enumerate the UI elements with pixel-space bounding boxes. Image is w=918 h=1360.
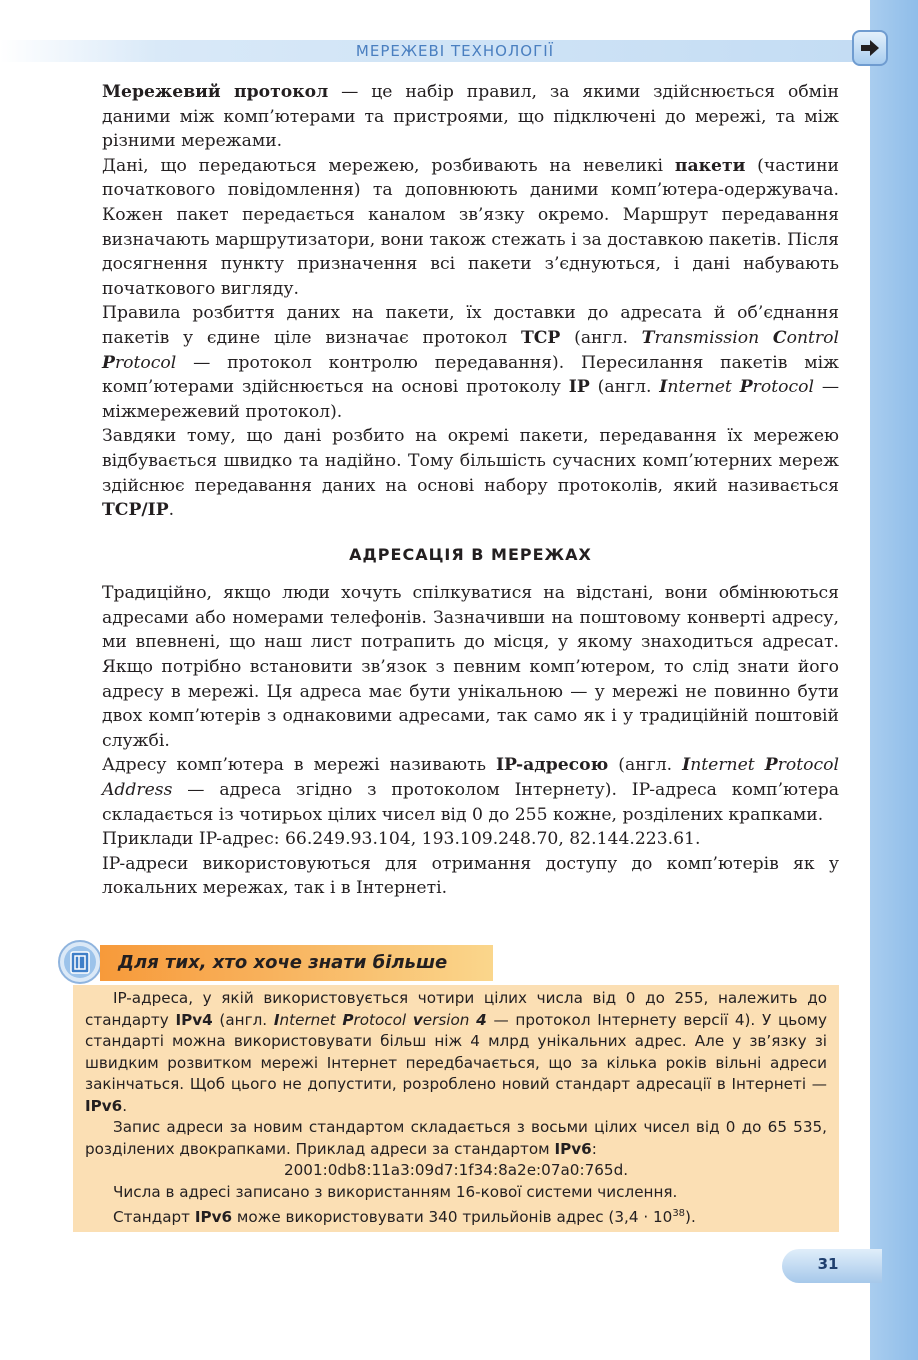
letter: P [739, 377, 753, 398]
letter: I [273, 1010, 280, 1029]
info-title: Для тих, хто хоче знати більше [118, 952, 448, 973]
main-text [102, 80, 839, 901]
running-header: МЕРЕЖЕВІ ТЕХНОЛОГІЇ [355, 42, 555, 60]
info-paragraph: Числа в адресі записано з використанням 16-кової системи числення. [113, 1182, 678, 1201]
paragraph: IP-адреси використовуються для отримання доступу до комп’ютерів як у локальних мережах, так і в Інтернеті. [102, 853, 839, 899]
text: — це набір правил, за якими здійснюється обмін даними між комп’ютерами та пристроями, що підключені до мережі, та між різними мережами. [102, 82, 839, 152]
text: (частини початкового повідомлення) та доповнюють даними комп’ютера-одержувача. Кожен пакет передається каналом зв’язку окремо. Маршрут передавання визначають маршрутизатори, вони також стежать і за доставкою пакетів. Після досягнення пункту призначення всі пакети з’єднуються, і дані набувають початкового вигляду. [102, 155, 839, 299]
text: може використовувати 340 трильйонів адрес (3,4 · 10 [232, 1208, 673, 1227]
text: Дані, що передаються мережею, розбивають на невеликі [102, 155, 675, 176]
text: rotocol [752, 377, 814, 398]
paragraph [102, 424, 839, 522]
text: (англ. [589, 377, 660, 398]
section-heading: АДРЕСАЦІЯ В МЕРЕЖАХ [349, 544, 592, 564]
paragraph: Традиційно, якщо люди хочуть спілкуватися на відстані, вони обмінюються адресами або номерами телефонів. Зазначивши на поштовому конверті адресу, ми впевнені, що наш лист потрапить до місця, у якому знаходиться адресат. Якщо потрібно встановити зв’язок з певним комп’ютером, то слід знати його адресу в мережі. Ця адреса має бути унікальною — у мережі не повинно бути двох комп’ютерів з однаковими адресами, так само як і у традиційній поштовій службі. [102, 583, 839, 751]
text: (англ. [560, 327, 642, 348]
text: Запис адреси за новим стандартом складається з восьми цілих чисел від 0 до 65 535, розділених двокрапками. Приклад адреси за стандартом [85, 1118, 827, 1158]
term: Мережевий протокол [102, 82, 329, 102]
text: ). [685, 1208, 696, 1227]
text: : [591, 1139, 597, 1158]
page-number: 31 [817, 1255, 839, 1273]
text: . [168, 500, 175, 521]
text: — адреса згідно з протоколом Інтернету). IP-адреса комп’ютера складається із чотирьох цілих чисел від 0 до 255 кожне, розділених крапками. [102, 780, 839, 825]
letter: P [102, 352, 115, 373]
paragraph [102, 301, 839, 424]
letter: T [641, 327, 655, 348]
letter: 4 [476, 1010, 487, 1029]
paragraph [102, 753, 839, 827]
info-book-icon [58, 940, 102, 984]
info-box [73, 985, 839, 1232]
letter: I [682, 755, 691, 776]
letter: I [659, 377, 668, 398]
text: rotocol [353, 1010, 413, 1029]
text: IP-адреса, у якій використовується чотири цілих числа від 0 до 255, належить до стандарту [85, 989, 827, 1029]
arrow-right-icon [859, 38, 881, 58]
text: Правила розбиття даних на пакети, їх доставки до адресата й об’єднання пакетів у єдине ціле визначає протокол [102, 303, 839, 348]
next-page-button[interactable] [852, 30, 888, 66]
paragraph [102, 154, 839, 302]
letter: v [412, 1010, 423, 1029]
term: TCP [520, 327, 561, 348]
text: Завдяки тому, що дані розбито на окремі пакети, передавання їх мережею відбувається швидко та надійно. Тому більшість сучасних комп’ютерних мереж здійснює передавання даних на основі набору протоколів, який називається [102, 426, 839, 496]
term: IPv6 [85, 1096, 123, 1115]
paragraph [102, 827, 839, 852]
text: — протокол контролю передавання). Пересилання пакетів між комп’ютерами здійснюється на основі протоколу [102, 352, 839, 398]
text: (англ. [212, 1010, 274, 1029]
text: Адресу комп’ютера в мережі називають [102, 755, 496, 776]
letter: P [764, 755, 778, 776]
term: IP [568, 377, 590, 398]
info-paragraph [85, 1203, 827, 1229]
text: Стандарт [113, 1208, 195, 1227]
text: — міжмережевий протокол). [102, 377, 840, 422]
text: rotocol Address [102, 755, 839, 801]
text: — протокол Інтернету версії 4). У цьому стандарті можна використовувати більш ніж 4 млрд унікальних адрес. Але у зв’язку зі швидким розвитком мережі Інтернет передбачається, що за кілька років вільні адреси закінчаться. Щоб цього не допустити, розроблено новий стандарт адресації в Інтернеті — [85, 1010, 827, 1093]
paragraph [102, 80, 839, 154]
text: nternet [690, 755, 765, 776]
text: rotocol [114, 352, 177, 373]
text: Приклади IP-адрес: [102, 829, 285, 850]
term: IPv6 [554, 1139, 592, 1158]
term: TCP/IP [102, 500, 169, 521]
text: . [695, 829, 701, 850]
term: пакети [674, 155, 746, 176]
info-paragraph [85, 1117, 827, 1160]
text: nternet [667, 377, 740, 398]
side-strip [870, 0, 918, 1360]
text: ransmission [654, 327, 773, 348]
text: nternet [279, 1010, 343, 1029]
text: . [122, 1096, 128, 1115]
letter: P [342, 1010, 354, 1029]
term: IP-адресою [495, 755, 609, 776]
text: ontrol [786, 327, 839, 348]
letter: C [772, 327, 787, 348]
exponent: 38 [672, 1208, 686, 1219]
info-paragraph [85, 988, 827, 1117]
term: IPv6 [194, 1208, 233, 1227]
ipv6-example: 2001:0db8:11a3:09d7:1f34:8a2e:07a0:765d. [283, 1161, 629, 1179]
text: (англ. [608, 755, 683, 776]
text: ersion [422, 1010, 477, 1029]
term: IPv4 [175, 1010, 213, 1029]
ip-examples: 66.249.93.104, 193.109.248.70, 82.144.223.61 [284, 829, 695, 850]
